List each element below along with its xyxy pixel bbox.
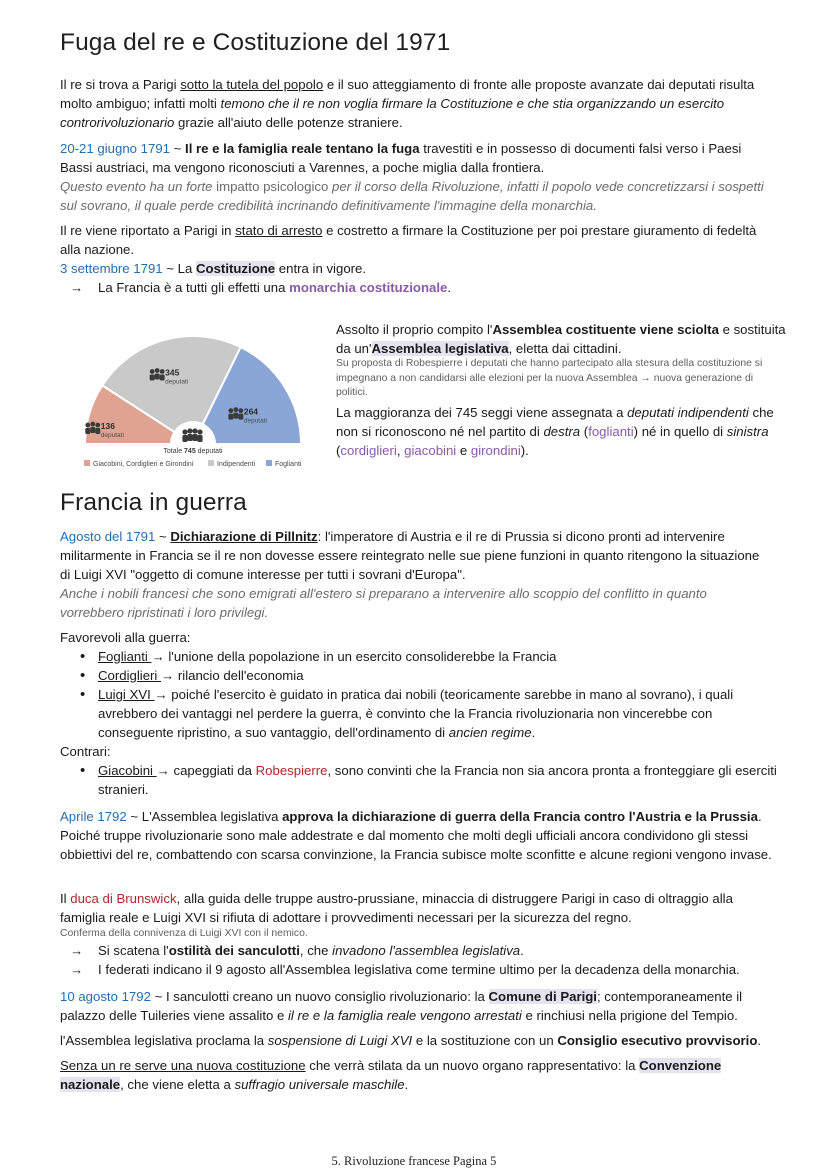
text: . [757,1033,762,1048]
list-item [78,647,778,666]
party-cordiglieri: cordiglieri [340,443,397,458]
bold-text: Assemblea costituente viene sciolta [492,322,719,337]
party-giacobini: giacobini [404,443,457,458]
text: ( [336,443,341,458]
list-item [78,761,778,799]
italic-text: il re e la famiglia reale vengono arrestati [287,1008,522,1023]
bold-text: Il re e la famiglia reale tentano la fuga [185,141,420,156]
italic-text: sospensione di Luigi XVI [267,1033,413,1048]
list-contrari [78,761,778,799]
italic-text: deputati indipendenti [627,405,749,420]
paragraph-intro [60,75,772,132]
text: che verrà stilata da un nuovo organo rappresentativo: la [305,1058,640,1073]
text: ( [580,424,589,439]
text: l'Assemblea legislativa proclama la [60,1033,268,1048]
text: . [447,280,452,295]
highlighted-bold-text: Comune di Parigi [488,989,597,1004]
text: . Poiché truppe rivoluzionarie sono male addestrate e dal momento che molti degli ufficiali ancora condividono gli stessi obbiettivi del re, combattendo con scarsa convinzione, la Francia subisce molte sconfitte e alcune regioni vengono invase. [60,809,772,862]
text: impatto psicologico [212,179,329,194]
text: La Francia è a tutti gli effetti una [98,280,290,295]
chart-legend-label: Giacobini, Cordiglieri e Girondini [93,461,194,468]
chart-unit-label: deputati [165,378,189,386]
chart-total-label: Totale 745 deputati [163,448,223,455]
text: rilancio dell'economia [174,668,304,683]
chart-legend-label: Foglianti [275,461,302,468]
paragraph-assemblea [336,320,786,358]
chart-legend-label: Indipendenti [217,461,256,468]
italic-text: sinistra [726,424,769,439]
paragraph-convenzione [60,1056,772,1094]
italic-text: suffragio universale maschile [234,1077,405,1092]
italic-text: Questo evento ha un [60,179,187,194]
party-girondini: girondini [470,443,521,458]
text: . [520,943,524,958]
date-label: 20-21 giugno 1791 [60,141,170,156]
paragraph-arresto [60,221,772,278]
text: grazie all'aiuto delle potenze straniere. [174,115,403,130]
bold-underlined-text: Dichiarazione di Pillnitz [170,529,318,544]
party-name: Cordiglieri [98,668,162,683]
section-title-fuga: Fuga del re e Costituzione del 1971 [60,29,451,56]
underlined-text: sotto la tutela del popolo [180,77,324,92]
text: poiché l'esercito è guidato in pratica dai nobili (teoricamente sarebbe in mano al sovrano), i quali avrebbero dei vantaggi nel perdere la guerra, è convinto che la Francia rivoluzionaria non vincerebbe con conseguente ripristino, a suo vantaggio, dell'ordinamento di [98,687,734,740]
text: ~ I sanculotti creano un nuovo consiglio rivoluzionario: la [150,989,489,1004]
text: Assolto il proprio compito l' [336,322,493,337]
chart-value-label: 264 [243,406,259,417]
chart-value-label: 136 [100,421,115,432]
highlighted-bold-text: Convenzione nazionale [60,1058,722,1092]
text: e [456,443,471,458]
chart-unit-label: deputati [100,432,124,440]
chart-value-label: 345 [165,367,180,378]
italic-text: destra [543,424,581,439]
label-favorevoli: Favorevoli alla guerra: [60,630,191,645]
text: , che [299,943,333,958]
highlighted-bold-text: Assemblea legislativa [371,341,509,356]
text: ~ La [162,261,197,276]
date-label: 10 agosto 1792 [60,989,151,1004]
red-name: Robespierre [255,763,328,778]
italic-text: forte [186,179,213,194]
small-note-robespierre: Su proposta di Robespierre i deputati che hanno partecipato alla stesura della costituzione si impegnano a non candidarsi alle elezioni per la nuova Assemblea → nuova generazione di politici. [336,358,763,398]
text: travestiti e in possesso di documenti falsi verso i Paesi Bassi austriaci, ma vengono riconosciuti a Varennes, a poche miglia dalla frontiera. [60,141,742,175]
chart-legend-swatch [84,460,90,466]
list-item [78,685,778,742]
text: . [531,725,536,740]
arrow-icon: → [154,687,168,702]
underlined-text: stato di arresto [235,223,323,238]
paragraph-brunswick [60,889,772,927]
party-name: Giacobini [98,763,157,778]
text: ~ [155,529,171,544]
italic-text: temono che il re non voglia firmare la Costituzione e che stia organizzando un esercito controrivoluzionario [60,96,725,130]
people-icon [182,428,202,442]
label-contrari: Contrari: [60,744,111,759]
italic-gray-text: Anche i nobili francesi che sono emigrati all'estero si preparano a intervenire allo scoppio del conflitto in quanto vorrebbero ripristinati i loro privilegi. [60,586,707,620]
paragraph-sospensione [60,1031,772,1050]
text: Il re si trova a Parigi [60,77,181,92]
date-label: Agosto del 1791 [60,529,156,544]
section-title-guerra: Francia in guerra [60,489,247,516]
page-footer: 5. Rivoluzione francese Pagina 5 [331,1154,497,1168]
purple-bold-text: monarchia costituzionale [289,280,448,295]
text: ~ [170,141,186,156]
text: , che viene eletta a [120,1077,235,1092]
text: e rinchiusi nella prigione del Tempio. [521,1008,738,1023]
small-note-connivenza: Conferma della connivenza di Luigi XVI con il nemico. [60,928,308,939]
party-name: Luigi XVI [98,687,155,702]
text: : l'imperatore di Austria e il re di Prussia si dicono pronti ad intervenire militarmente in Francia se il re non dovesse essere reintegrato nelle sue piene funzioni in quanto ritengono la situazione di Luigi XVI "oggetto di comune interesse per tutti i sovrani d'Europa". [60,529,760,582]
list-favorevoli [78,647,778,742]
list-item [78,666,778,685]
party-name: Foglianti [98,649,152,664]
arrow-line-monarchia [70,278,451,297]
italic-text: invadono l'assemblea legislativa [332,943,521,958]
bold-text: approva la dichiarazione di guerra della Francia contro l'Austria e la Prussia [282,809,758,824]
arrow-icon: → [70,962,84,977]
text: ) né in quello di [633,424,727,439]
red-name: duca di Brunswick [70,891,177,906]
text: Si scatena l' [98,943,169,958]
arrow-icon: → [70,943,84,958]
text: I federati indicano il 9 agosto all'Assemblea legislativa come termine ultimo per la decadenza della monarchia. [98,962,740,977]
arrow-icon: → [70,280,84,295]
arrow-line-sanculotti [70,941,524,960]
bold-text: ostilità dei sanculotti [168,943,300,958]
party-foglianti: foglianti [588,424,634,439]
text: ~ L'Assemblea legislativa [126,809,283,824]
text: La maggioranza dei 745 seggi viene assegnata a [336,405,628,420]
text: entra in vigore. [275,261,367,276]
text: Il re viene riportato a Parigi in [60,223,236,238]
text: , alla guida delle truppe austro-prussiane, minaccia di distruggere Parigi in caso di oltraggio alla famiglia reale e Luigi XVI si rifiuta di adottare i provvedimenti necessari per la sicurezza del regno. [60,891,733,925]
date-label: Aprile 1792 [60,809,127,824]
text: , [396,443,405,458]
text: Il [60,891,71,906]
text: e sostituita da un' [336,322,786,356]
chart-legend-swatch [208,460,214,466]
underlined-text: Senza un re serve una nuova costituzione [60,1058,306,1073]
chart-unit-label: deputati [243,417,267,425]
text: che non si riconoscono né nel partito di [336,405,774,439]
paragraph-aprile [60,807,772,864]
text: e il suo atteggiamento di fronte alle proposte avanzate dai deputati risulta molto ambiguo; infatti molti [60,77,755,111]
text: ). [520,443,529,458]
arrow-line-federati [70,960,740,979]
arrow-icon: → [161,668,175,683]
italic-text: per il corso della Rivoluzione, infatti il popolo vede concretizzarsi i sospetti sul sovrano, il quale perde credibilità incrinando definitivamente l'immagine della monarchia. [60,179,764,213]
date-label: 3 settembre 1791 [60,261,163,276]
text: e la sostituzione con un [412,1033,558,1048]
text: ; contemporaneamente il palazzo delle Tuileries viene assalito e [60,989,743,1023]
text: , sono convinti che la Francia non sia ancora pronta a fronteggiare gli eserciti stranieri. [98,763,777,797]
arrow-icon: → [151,649,165,664]
paragraph-10-agosto [60,987,772,1025]
seat-distribution-chart [60,306,328,478]
paragraph-fuga [60,139,772,215]
arrow-icon: → [156,763,170,778]
text: l'unione della popolazione in un esercito consoliderebbe la Francia [164,649,557,664]
text: e costretto a firmare la Costituzione per poi prestare giuramento di fedeltà alla nazione. [60,223,757,257]
text: . [404,1077,409,1092]
paragraph-pillnitz [60,527,772,622]
text: capeggiati da [169,763,256,778]
highlighted-bold-text: Costituzione [196,261,276,276]
text: , eletta dai cittadini. [508,341,622,356]
bold-text: Consiglio esecutivo provvisorio [557,1033,758,1048]
paragraph-maggioranza [336,403,786,460]
chart-legend-swatch [266,460,272,466]
italic-text: ancien regime [448,725,532,740]
